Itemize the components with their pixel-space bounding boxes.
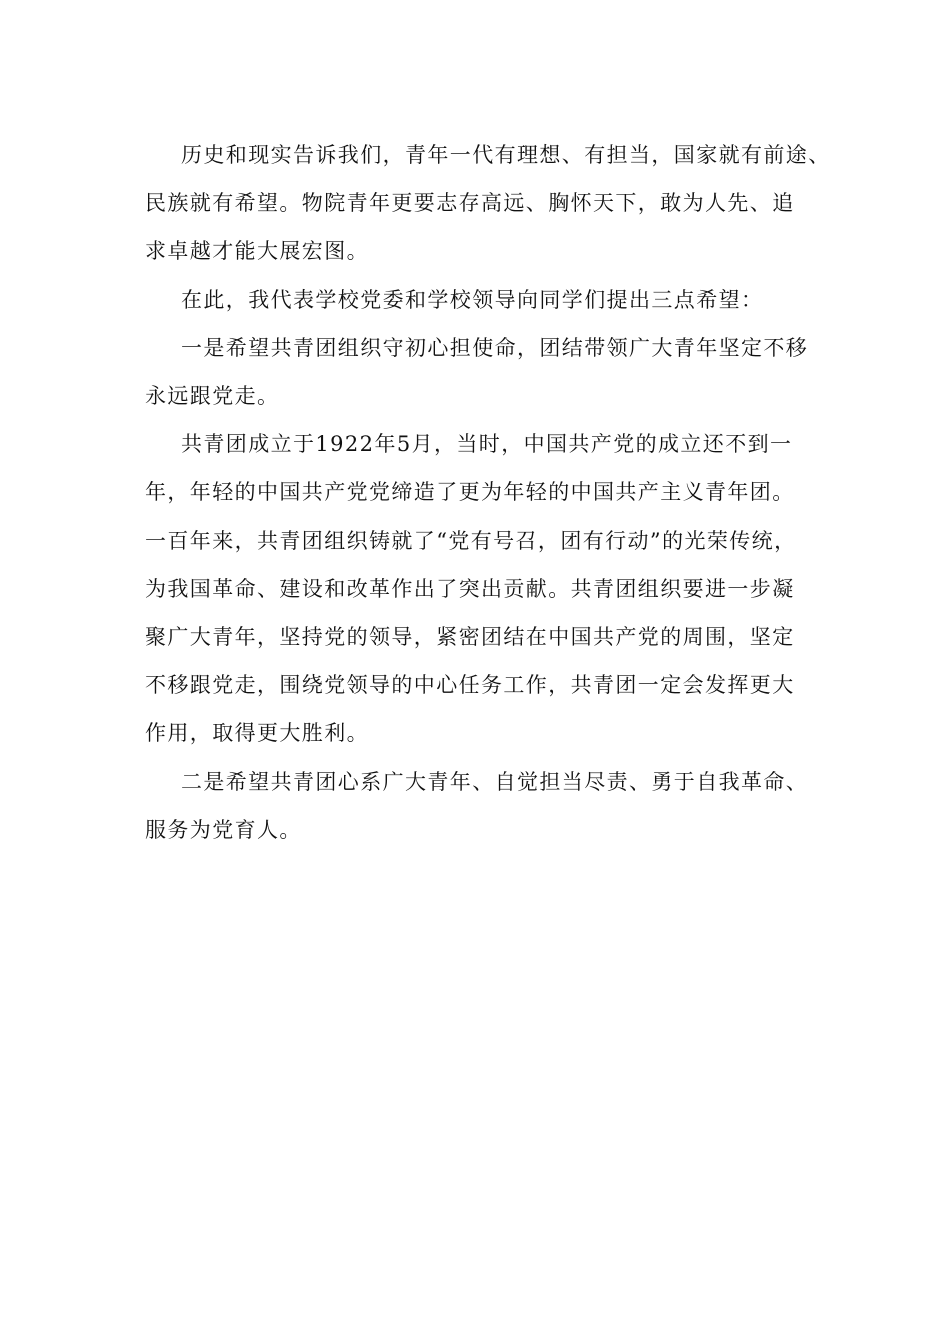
text-line: 永远跟党走。 — [145, 384, 280, 409]
text-line: 年，年轻的中国共产党党缔造了更为年轻的中国共产主义青年团。 — [145, 480, 795, 505]
paragraph-three-hopes-intro — [145, 276, 810, 324]
paragraph-hope-two — [145, 758, 810, 854]
text-line: 一百年来，共青团组织铸就了“党有号召，团有行动”的光荣传统， — [145, 528, 797, 553]
text-line: 二是希望共青团心系广大青年、自觉担当尽责、勇于自我革命、 — [181, 769, 809, 794]
document-body — [145, 131, 831, 854]
text-line: 在此，我代表学校党委和学校领导向同学们提出三点希望： — [181, 287, 764, 312]
text-line: 聚广大青年，坚持党的领导，紧密团结在中国共产党的周围，坚定 — [145, 625, 795, 650]
paragraph-hope-one — [145, 324, 810, 420]
text-line: 共青团成立于1922年5月，当时，中国共产党的成立还不到一 — [181, 432, 793, 457]
text-line: 为我国革命、建设和改革作出了突出贡献。共青团组织要进一步凝 — [145, 576, 795, 601]
text-line: 民族就有希望。物院青年更要志存高远、胸怀天下，敢为人先、追 — [145, 191, 795, 216]
paragraph-youth-league-history — [145, 420, 810, 757]
text-line: 服务为党育人。 — [145, 817, 302, 842]
text-line: 作用，取得更大胜利。 — [145, 721, 369, 746]
text-line: 一是希望共青团组织守初心担使命，团结带领广大青年坚定不移 — [181, 335, 809, 360]
paragraph-history-reality — [145, 131, 831, 276]
text-line: 不移跟党走，围绕党领导的中心任务工作，共青团一定会发挥更大 — [145, 673, 795, 698]
text-line: 历史和现实告诉我们，青年一代有理想、有担当，国家就有前途、 — [181, 143, 831, 167]
text-line: 求卓越才能大展宏图。 — [145, 239, 369, 264]
